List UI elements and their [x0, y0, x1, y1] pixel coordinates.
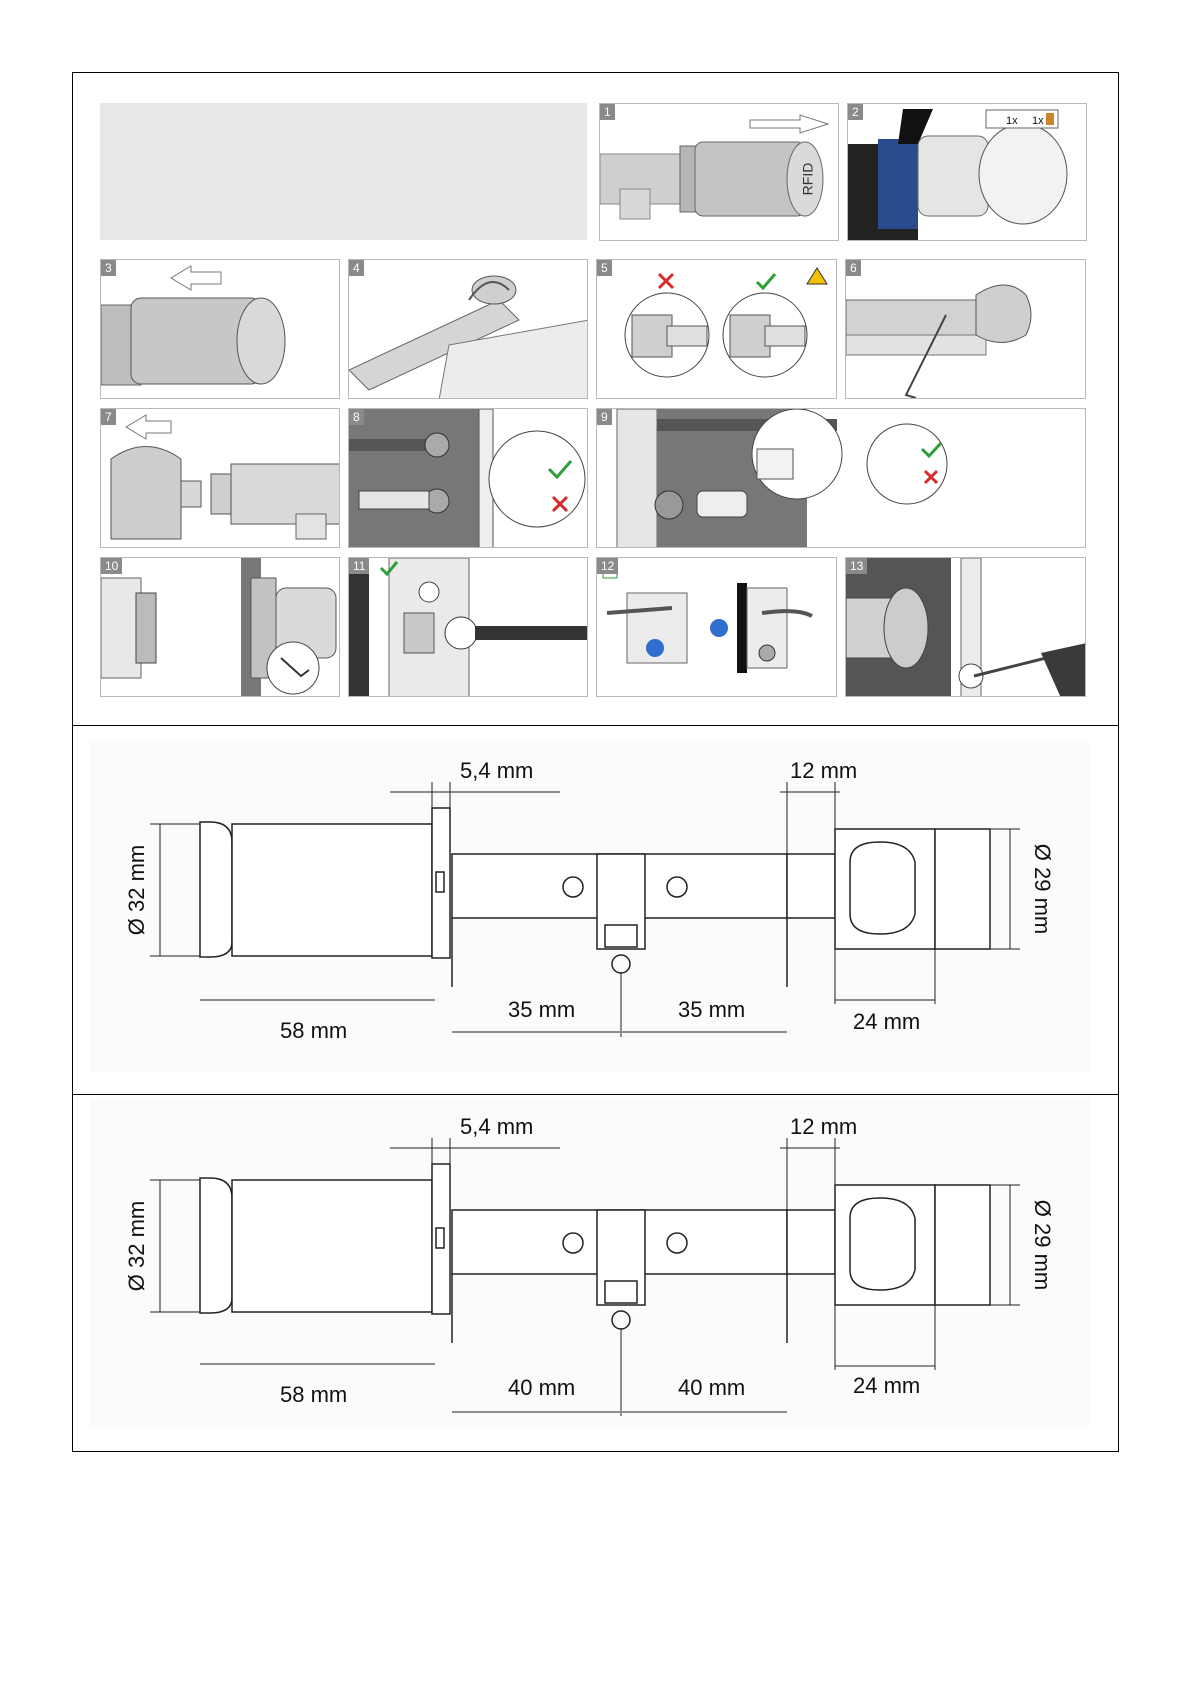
dimension-drawing-40 — [90, 1098, 1090, 1428]
dim-flange: 5,4 mm — [460, 758, 534, 783]
dim-flange: 5,4 mm — [460, 1114, 534, 1139]
rfid-label: RFID — [799, 162, 816, 196]
step-6-panel — [845, 259, 1086, 399]
step-9-illustration — [597, 409, 1086, 548]
section-divider — [72, 1094, 1119, 1095]
cross-icon — [659, 274, 673, 288]
step-number: 4 — [349, 260, 364, 276]
step-13-panel — [845, 557, 1086, 697]
blank-placeholder — [100, 103, 587, 240]
cylinder-diagram — [90, 742, 1090, 1072]
dim-knob: 24 mm — [853, 1009, 921, 1034]
step-11-panel — [348, 557, 588, 697]
step-12-panel — [596, 557, 837, 697]
step-7-panel — [100, 408, 340, 548]
step-number: 3 — [101, 260, 116, 276]
dim-half-left: 35 mm — [508, 997, 576, 1022]
step-8-panel — [348, 408, 588, 548]
step-5-illustration — [597, 260, 837, 399]
dim-half-right: 40 mm — [678, 1375, 746, 1400]
dim-gap: 12 mm — [790, 758, 858, 783]
dim-diameter-left: Ø 32 mm — [124, 1200, 149, 1292]
step-12-illustration — [597, 558, 837, 697]
step-number: 2 — [848, 104, 863, 120]
step-1-panel — [599, 103, 839, 241]
step-number: 1 — [600, 104, 615, 120]
step-9-panel — [596, 408, 1086, 548]
step-11-illustration — [349, 558, 588, 697]
step-5-panel — [596, 259, 837, 399]
step-10-panel — [100, 557, 340, 697]
step-7-illustration — [101, 409, 340, 548]
step-1-illustration — [600, 104, 839, 241]
step-number: 5 — [597, 260, 612, 276]
dim-knob: 24 mm — [853, 1373, 921, 1398]
step-number: 11 — [349, 558, 369, 574]
step-6-illustration — [846, 260, 1086, 399]
warning-icon — [807, 268, 827, 284]
dimension-drawing-35 — [90, 742, 1090, 1072]
dim-diameter-right: Ø 29 mm — [1030, 843, 1055, 935]
step-number: 13 — [846, 558, 867, 574]
step-3-panel — [100, 259, 340, 399]
step-number: 8 — [349, 409, 364, 425]
step-2-count-1: 1x — [1006, 115, 1018, 127]
step-number: 7 — [101, 409, 116, 425]
step-2-panel — [847, 103, 1087, 241]
dim-half-right: 35 mm — [678, 997, 746, 1022]
step-number: 12 — [597, 558, 618, 574]
step-number: 6 — [846, 260, 861, 276]
step-4-panel — [348, 259, 588, 399]
dim-length-left: 58 mm — [280, 1018, 348, 1043]
dim-half-left: 40 mm — [508, 1375, 576, 1400]
dim-diameter-right: Ø 29 mm — [1030, 1199, 1055, 1291]
step-13-illustration — [846, 558, 1086, 697]
dim-diameter-left: Ø 32 mm — [124, 844, 149, 936]
cylinder-diagram — [90, 1098, 1090, 1428]
step-2-count-2: 1x — [1032, 115, 1044, 127]
dim-length-left: 58 mm — [280, 1382, 348, 1407]
step-2-illustration — [848, 104, 1087, 241]
check-icon — [757, 274, 775, 288]
step-4-illustration — [349, 260, 588, 399]
dim-gap: 12 mm — [790, 1114, 858, 1139]
step-number: 9 — [597, 409, 612, 425]
step-10-illustration — [101, 558, 340, 697]
step-8-illustration — [349, 409, 588, 548]
step-number: 10 — [101, 558, 122, 574]
section-divider — [72, 725, 1119, 726]
step-3-illustration — [101, 260, 340, 399]
